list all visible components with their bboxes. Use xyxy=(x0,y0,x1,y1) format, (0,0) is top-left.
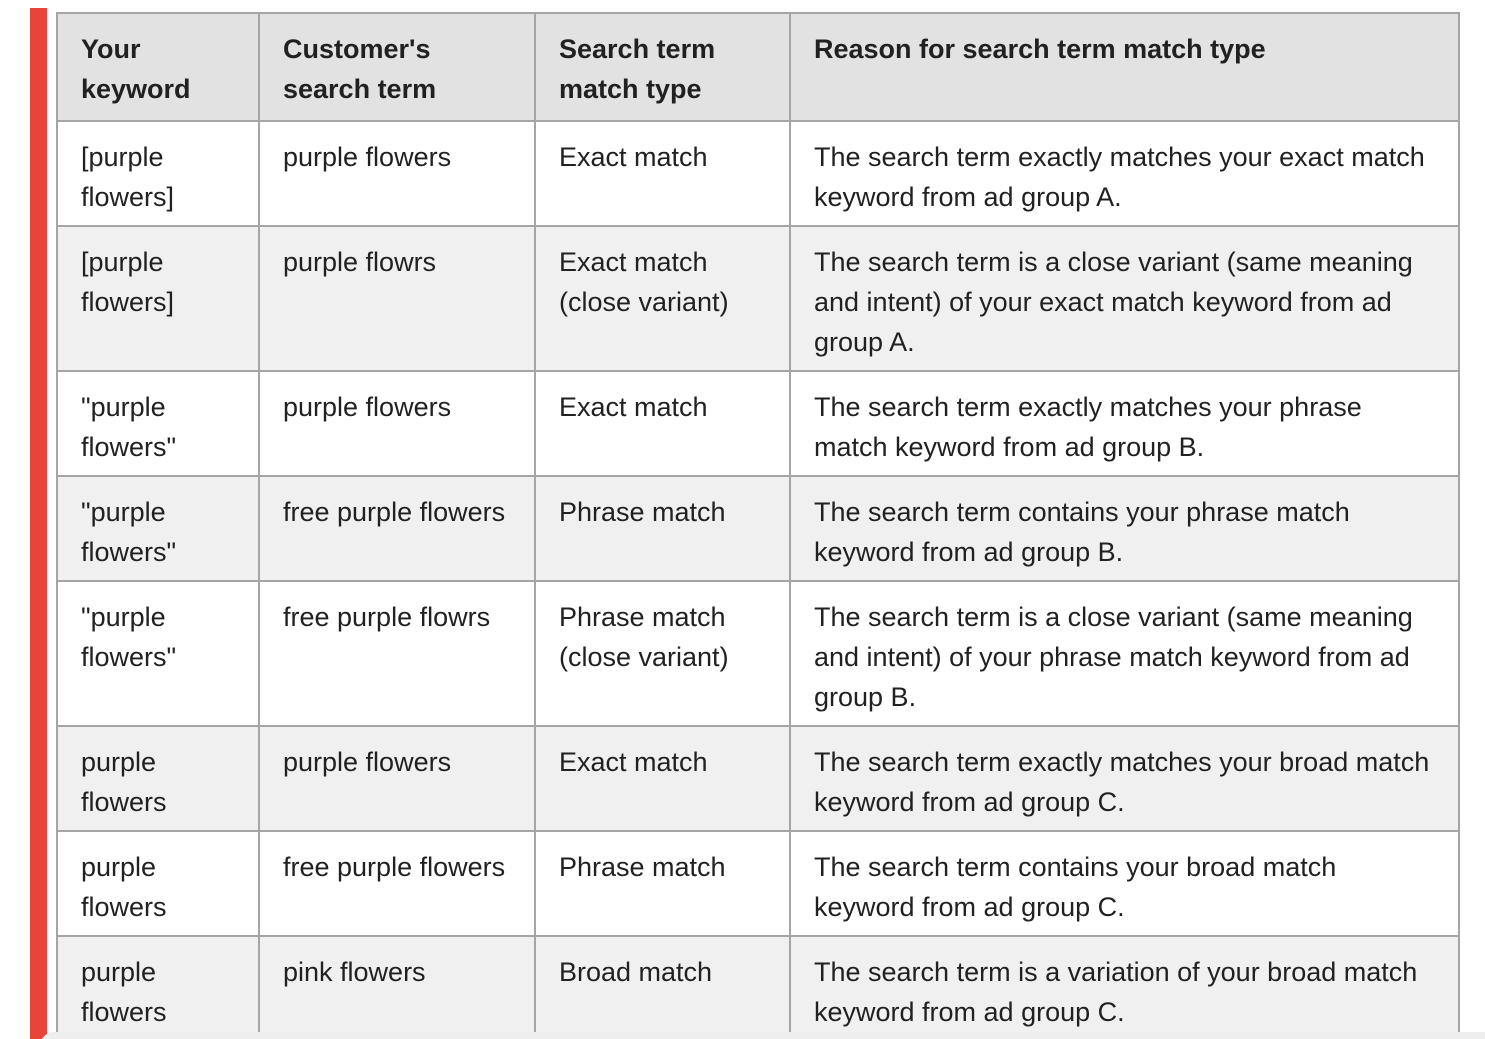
keyword-cell: purple flowers xyxy=(57,726,259,831)
header-reason: Reason for search term match type xyxy=(790,13,1459,121)
header-customers-search-term: Customer's search term xyxy=(259,13,535,121)
keyword-cell: "purple flowers" xyxy=(57,371,259,476)
header-row xyxy=(57,13,1459,121)
match-type-cell: Exact match (close variant) xyxy=(535,226,790,371)
match-type-cell: Phrase match xyxy=(535,476,790,581)
search-term-cell: free purple flowers xyxy=(259,831,535,936)
table-row xyxy=(57,476,1459,581)
match-type-cell: Broad match xyxy=(535,936,790,1039)
table-row xyxy=(57,581,1459,726)
reason-cell: The search term is a variation of your broad match keyword from ad group C. xyxy=(790,936,1459,1039)
bottom-panel xyxy=(40,1032,1485,1039)
keyword-cell: "purple flowers" xyxy=(57,476,259,581)
match-type-cell: Exact match xyxy=(535,371,790,476)
keyword-cell: purple flowers xyxy=(57,936,259,1039)
search-term-cell: pink flowers xyxy=(259,936,535,1039)
search-term-cell: purple flowrs xyxy=(259,226,535,371)
keyword-cell: [purple flowers] xyxy=(57,121,259,226)
header-search-term-match-type: Search term match type xyxy=(535,13,790,121)
search-term-cell: free purple flowers xyxy=(259,476,535,581)
keyword-cell: purple flowers xyxy=(57,831,259,936)
match-type-table-container xyxy=(56,12,1460,1039)
keyword-cell: "purple flowers" xyxy=(57,581,259,726)
match-type-cell: Phrase match (close variant) xyxy=(535,581,790,726)
reason-cell: The search term contains your phrase match keyword from ad group B. xyxy=(790,476,1459,581)
search-term-cell: free purple flowrs xyxy=(259,581,535,726)
reason-cell: The search term contains your broad match keyword from ad group C. xyxy=(790,831,1459,936)
match-type-cell: Phrase match xyxy=(535,831,790,936)
table-row xyxy=(57,936,1459,1039)
match-type-cell: Exact match xyxy=(535,121,790,226)
reason-cell: The search term is a close variant (same meaning and intent) of your exact match keyword from ad group A. xyxy=(790,226,1459,371)
search-term-cell: purple flowers xyxy=(259,371,535,476)
reason-cell: The search term exactly matches your phrase match keyword from ad group B. xyxy=(790,371,1459,476)
table-row xyxy=(57,831,1459,936)
table-row xyxy=(57,726,1459,831)
header-your-keyword: Your keyword xyxy=(57,13,259,121)
red-accent-bar xyxy=(30,8,47,1039)
table-row xyxy=(57,371,1459,476)
reason-cell: The search term exactly matches your exact match keyword from ad group A. xyxy=(790,121,1459,226)
match-type-table xyxy=(56,12,1460,1039)
search-term-cell: purple flowers xyxy=(259,726,535,831)
table-row xyxy=(57,121,1459,226)
match-type-cell: Exact match xyxy=(535,726,790,831)
search-term-cell: purple flowers xyxy=(259,121,535,226)
keyword-cell: [purple flowers] xyxy=(57,226,259,371)
reason-cell: The search term is a close variant (same meaning and intent) of your phrase match keyword from ad group B. xyxy=(790,581,1459,726)
reason-cell: The search term exactly matches your broad match keyword from ad group C. xyxy=(790,726,1459,831)
table-row xyxy=(57,226,1459,371)
